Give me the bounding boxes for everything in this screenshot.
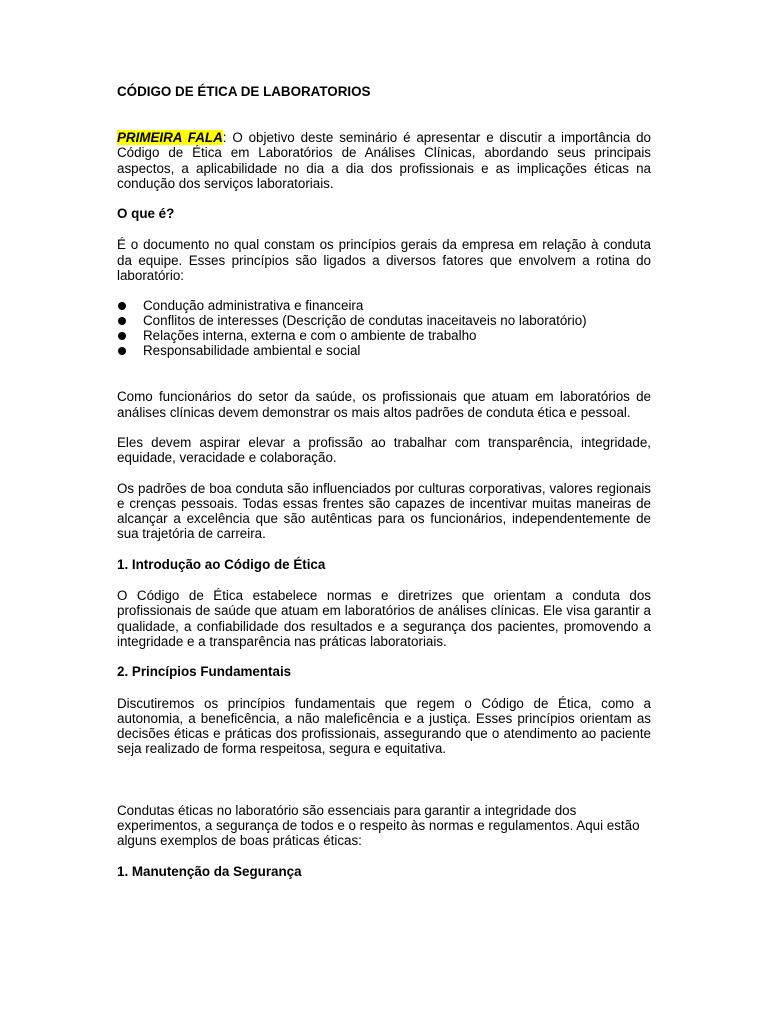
list-item xyxy=(117,343,651,358)
bullet-icon xyxy=(118,332,126,340)
conduct-heading: 1. Manutenção da Segurança xyxy=(117,863,302,879)
health-professionals-paragraph: Como funcionários do setor da saúde, os profissionais que atuam em laboratórios de análises clínicas devem demonstrar os mais altos padrões de conduta ética e pessoal. xyxy=(117,389,651,420)
list-item xyxy=(117,328,651,343)
section2-heading: 2. Princípios Fundamentais xyxy=(117,664,292,680)
list-item-text: Conflitos de interesses (Descrição de condutas inaceitaveis no laboratório) xyxy=(143,313,587,329)
bullet-icon xyxy=(118,347,126,355)
aspire-paragraph: Eles devem aspirar elevar a profissão ao trabalhar com transparência, integridade, equidade, veracidade e colaboração. xyxy=(117,434,651,466)
list-item xyxy=(117,313,651,328)
bullet-icon xyxy=(118,317,126,325)
list-item-text: Relações interna, externa e com o ambiente de trabalho xyxy=(143,328,477,344)
document-page xyxy=(117,84,651,879)
intro-paragraph xyxy=(117,130,651,191)
section1-heading: 1. Introdução ao Código de Ética xyxy=(117,556,326,572)
list-item xyxy=(117,298,651,313)
what-is-text: É o documento no qual constam os princípios gerais da empresa em relação à conduta da equipe. Esses princípios são ligados a diversos fatores que envolvem a rotina do laboratório: xyxy=(117,237,651,284)
intro-text: : O objetivo deste seminário é apresentar e discutir a importância do Código de Ética em Laboratórios de Análises Clínicas, abordando seus principais aspectos, a aplicabilidade no dia a dia dos profissionais e as implicações éticas na condução dos serviços laboratoriais. xyxy=(117,130,652,191)
conduct-standards-paragraph: Os padrões de boa conduta são influenciados por culturas corporativas, valores regionais e crenças pessoais. Todas essas frentes são capazes de incentivar muitas maneiras de alcançar a excelência que são autênticas para os funcionários, independentemente de sua trajetória de carreira. xyxy=(117,480,651,542)
intro-highlight: PRIMEIRA FALA xyxy=(117,130,223,145)
bullet-list xyxy=(117,298,651,358)
list-item-text: Responsabilidade ambiental e social xyxy=(143,343,361,359)
conduct-text: Condutas éticas no laboratório são essenciais para garantir a integridade dos experimentos, a segurança de todos e o respeito às normas e regulamentos. Aqui estão alguns exemplos de boas práticas éticas: xyxy=(117,802,640,849)
section1-text: O Código de Ética estabelece normas e diretrizes que orientam a conduta dos profissionais de saúde que atuam em laboratórios de análises clínicas. Ele visa garantir a qualidade, a confiabilidade dos resultados e a segurança dos pacientes, promovendo a integridade e a transparência nas práticas laboratoriais. xyxy=(117,588,651,649)
bullet-icon xyxy=(118,302,126,310)
document-title: CÓDIGO DE ÉTICA DE LABORATORIOS xyxy=(117,84,371,99)
section2-text: Discutiremos os princípios fundamentais que regem o Código de Ética, como a autonomia, a beneficência, a não maleficência e a justiça. Esses princípios orientam as decisões éticas e práticas dos profissionais, assegurando que o atendimento ao paciente seja realizado de forma respeitosa, segura e equitativa. xyxy=(117,695,651,757)
what-is-heading: O que é? xyxy=(117,206,175,222)
list-item-text: Condução administrativa e financeira xyxy=(143,298,364,314)
